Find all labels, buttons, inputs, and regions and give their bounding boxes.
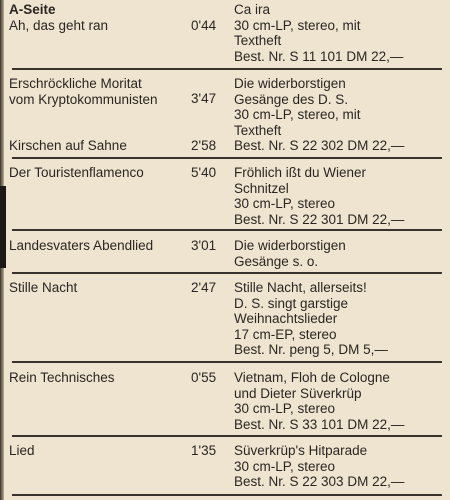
track-1-release (234, 2, 446, 64)
release-line: 30 cm-LP, stereo, mit (234, 107, 361, 122)
order-line (234, 49, 442, 65)
order-number: Best. Nr. S 11 101 (234, 48, 343, 64)
order-line (234, 138, 442, 154)
order-number: Best. Nr. S 22 301 (234, 211, 344, 227)
release-line: Süverkrüp's Hitparade (234, 443, 368, 458)
release-line: Gesänge des D. S. (234, 91, 349, 107)
price: DM 22,— (347, 474, 405, 489)
side-label: A-Seite (9, 2, 56, 17)
track-2-title (9, 76, 192, 107)
cross-reference: s. o. (292, 253, 319, 269)
track-5-time: 3'01 (191, 238, 217, 253)
title-line: vom Kryptokommunisten (9, 91, 158, 107)
track-5-title: Landesvaters Abendlied (9, 238, 154, 253)
track-3-time: 2'58 (191, 138, 217, 153)
title-line: Erschröckliche Moritat (9, 76, 142, 91)
release-line: Vietnam, Floh de Cologne (234, 370, 390, 385)
release-line: 30 cm-LP, stereo (234, 458, 336, 474)
track-4-release (234, 165, 446, 227)
track-6-title: Stille Nacht (9, 280, 78, 295)
release-line: Gesänge (234, 253, 289, 269)
release-line: Ca ira (234, 2, 271, 17)
release-line: D. S. singt garstige (234, 295, 349, 311)
price: DM 22,— (347, 211, 405, 227)
track-6-time: 2'47 (191, 280, 217, 295)
divider (12, 361, 442, 363)
release-line: 30 cm-LP, stereo (234, 401, 336, 416)
divider (12, 272, 442, 274)
track-2-time: 3'47 (191, 91, 217, 106)
order-line (234, 254, 442, 270)
order-line (234, 342, 442, 358)
release-line: Textheft (234, 33, 282, 48)
divider (12, 494, 442, 496)
release-line: 30 cm-LP, stereo, mit (234, 17, 361, 33)
track-7-time: 0'55 (191, 370, 217, 385)
track-5-release (234, 238, 446, 269)
divider (12, 229, 442, 231)
track-3-title: Kirschen auf Sahne (9, 138, 127, 153)
release-line: Stille Nacht, allerseits! (234, 280, 367, 295)
order-line (234, 417, 442, 433)
track-4-time: 5'40 (191, 165, 217, 180)
price: DM 22,— (347, 138, 405, 153)
release-line: Textheft (234, 122, 282, 138)
release-line: Die widerborstigen (234, 238, 346, 253)
divider (12, 157, 442, 159)
divider (12, 68, 442, 70)
track-2-release (234, 76, 446, 154)
track-7-release (234, 370, 446, 432)
release-line: Schnitzel (234, 180, 289, 196)
order-line (234, 474, 442, 490)
release-line: Weihnachtslieder (234, 311, 338, 326)
order-number: Best. Nr. peng 5, (234, 342, 335, 357)
track-8-time: 1'35 (191, 443, 217, 458)
release-line: 30 cm-LP, stereo (234, 196, 336, 211)
release-line: Fröhlich ißt du Wiener (234, 165, 367, 180)
order-number: Best. Nr. S 22 302 (234, 138, 344, 153)
release-line: und Dieter Süverkrüp (234, 385, 362, 401)
release-line: Die widerborstigen (234, 76, 346, 91)
divider (12, 435, 442, 437)
order-number: Best. Nr. S 33 101 (234, 416, 344, 432)
track-8-title: Lied (9, 443, 35, 458)
price: DM 5,— (338, 342, 388, 357)
track-1-time: 0'44 (191, 18, 217, 33)
price: DM 22,— (346, 48, 404, 64)
page-edge-notch (0, 186, 6, 268)
release-line: 17 cm-EP, stereo (234, 326, 337, 342)
track-7-title: Rein Technisches (9, 370, 115, 385)
track-6-release (234, 280, 446, 358)
order-line (234, 212, 442, 228)
track-1-title: Ah, das geht ran (9, 18, 109, 33)
track-8-release (234, 443, 446, 490)
order-number: Best. Nr. S 22 303 (234, 474, 344, 489)
price: DM 22,— (347, 416, 405, 432)
track-4-title: Der Touristenflamenco (9, 165, 144, 180)
